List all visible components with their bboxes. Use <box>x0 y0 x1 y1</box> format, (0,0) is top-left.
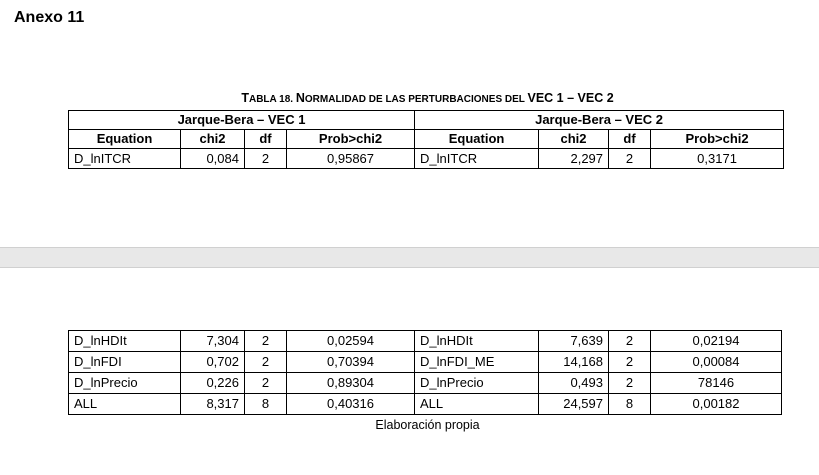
cell-df: 2 <box>245 149 287 169</box>
cell-prob: 0,3171 <box>651 149 784 169</box>
cell-df: 2 <box>609 149 651 169</box>
cell-chi2: 0,226 <box>181 373 245 394</box>
cell-prob: 0,95867 <box>287 149 415 169</box>
group-header-vec2: Jarque-Bera – VEC 2 <box>415 111 784 130</box>
cell-chi2: 14,168 <box>539 352 609 373</box>
cell-prob: 0,70394 <box>287 352 415 373</box>
cell-equation: D_lnFDI_ME <box>415 352 539 373</box>
cell-prob: 0,89304 <box>287 373 415 394</box>
caption-text: ORMALIDAD DE LAS PERTURBACIONES DEL <box>304 94 528 105</box>
cell-equation: D_lnHDIt <box>415 331 539 352</box>
col-df-1: df <box>245 130 287 149</box>
table-caption <box>0 91 819 105</box>
table-row <box>69 352 782 373</box>
cell-equation: ALL <box>415 394 539 415</box>
col-chi2-1: chi2 <box>181 130 245 149</box>
col-equation-1: Equation <box>69 130 181 149</box>
col-equation-2: Equation <box>415 130 539 149</box>
col-prob-2: Prob>chi2 <box>651 130 784 149</box>
normality-table-bottom <box>68 330 782 415</box>
cell-df: 2 <box>245 331 287 352</box>
cell-chi2: 2,297 <box>539 149 609 169</box>
cell-chi2: 7,304 <box>181 331 245 352</box>
cell-df: 2 <box>245 373 287 394</box>
table-row <box>69 331 782 352</box>
cell-prob: 0,00084 <box>651 352 782 373</box>
caption-vec: VEC 1 – VEC 2 <box>527 91 614 105</box>
cell-equation: D_lnFDI <box>69 352 181 373</box>
normality-table-top <box>68 110 784 169</box>
source-note: Elaboración propia <box>375 418 480 432</box>
column-header-row <box>69 130 784 149</box>
cell-prob: 0,02594 <box>287 331 415 352</box>
cell-chi2: 0,702 <box>181 352 245 373</box>
cell-chi2: 8,317 <box>181 394 245 415</box>
cell-chi2: 0,084 <box>181 149 245 169</box>
cell-prob: 0,00182 <box>651 394 782 415</box>
caption-initial-n: N <box>295 91 305 105</box>
annex-heading: Anexo 11 <box>14 9 85 26</box>
col-prob-1: Prob>chi2 <box>287 130 415 149</box>
group-header-row <box>69 111 784 130</box>
cell-prob: 0,40316 <box>287 394 415 415</box>
cell-equation: D_lnPrecio <box>69 373 181 394</box>
cell-equation: D_lnITCR <box>69 149 181 169</box>
cell-equation: D_lnPrecio <box>415 373 539 394</box>
cell-chi2: 24,597 <box>539 394 609 415</box>
col-df-2: df <box>609 130 651 149</box>
cell-df: 2 <box>245 352 287 373</box>
cell-df: 2 <box>609 331 651 352</box>
cell-equation: D_lnHDIt <box>69 331 181 352</box>
cell-df: 8 <box>245 394 287 415</box>
caption-initial: T <box>241 91 249 105</box>
cell-df: 2 <box>609 352 651 373</box>
col-chi2-2: chi2 <box>539 130 609 149</box>
cell-prob: 0,02194 <box>651 331 782 352</box>
cell-prob: 78146 <box>651 373 782 394</box>
table-row <box>69 149 784 169</box>
table-row-all <box>69 394 782 415</box>
table-row <box>69 373 782 394</box>
cell-df: 8 <box>609 394 651 415</box>
caption-word-tabla: ABLA 18. <box>248 94 296 105</box>
cell-df: 2 <box>609 373 651 394</box>
cell-chi2: 0,493 <box>539 373 609 394</box>
cell-equation: D_lnITCR <box>415 149 539 169</box>
cell-equation: ALL <box>69 394 181 415</box>
cell-chi2: 7,639 <box>539 331 609 352</box>
page-break-band <box>0 247 819 268</box>
group-header-vec1: Jarque-Bera – VEC 1 <box>69 111 415 130</box>
